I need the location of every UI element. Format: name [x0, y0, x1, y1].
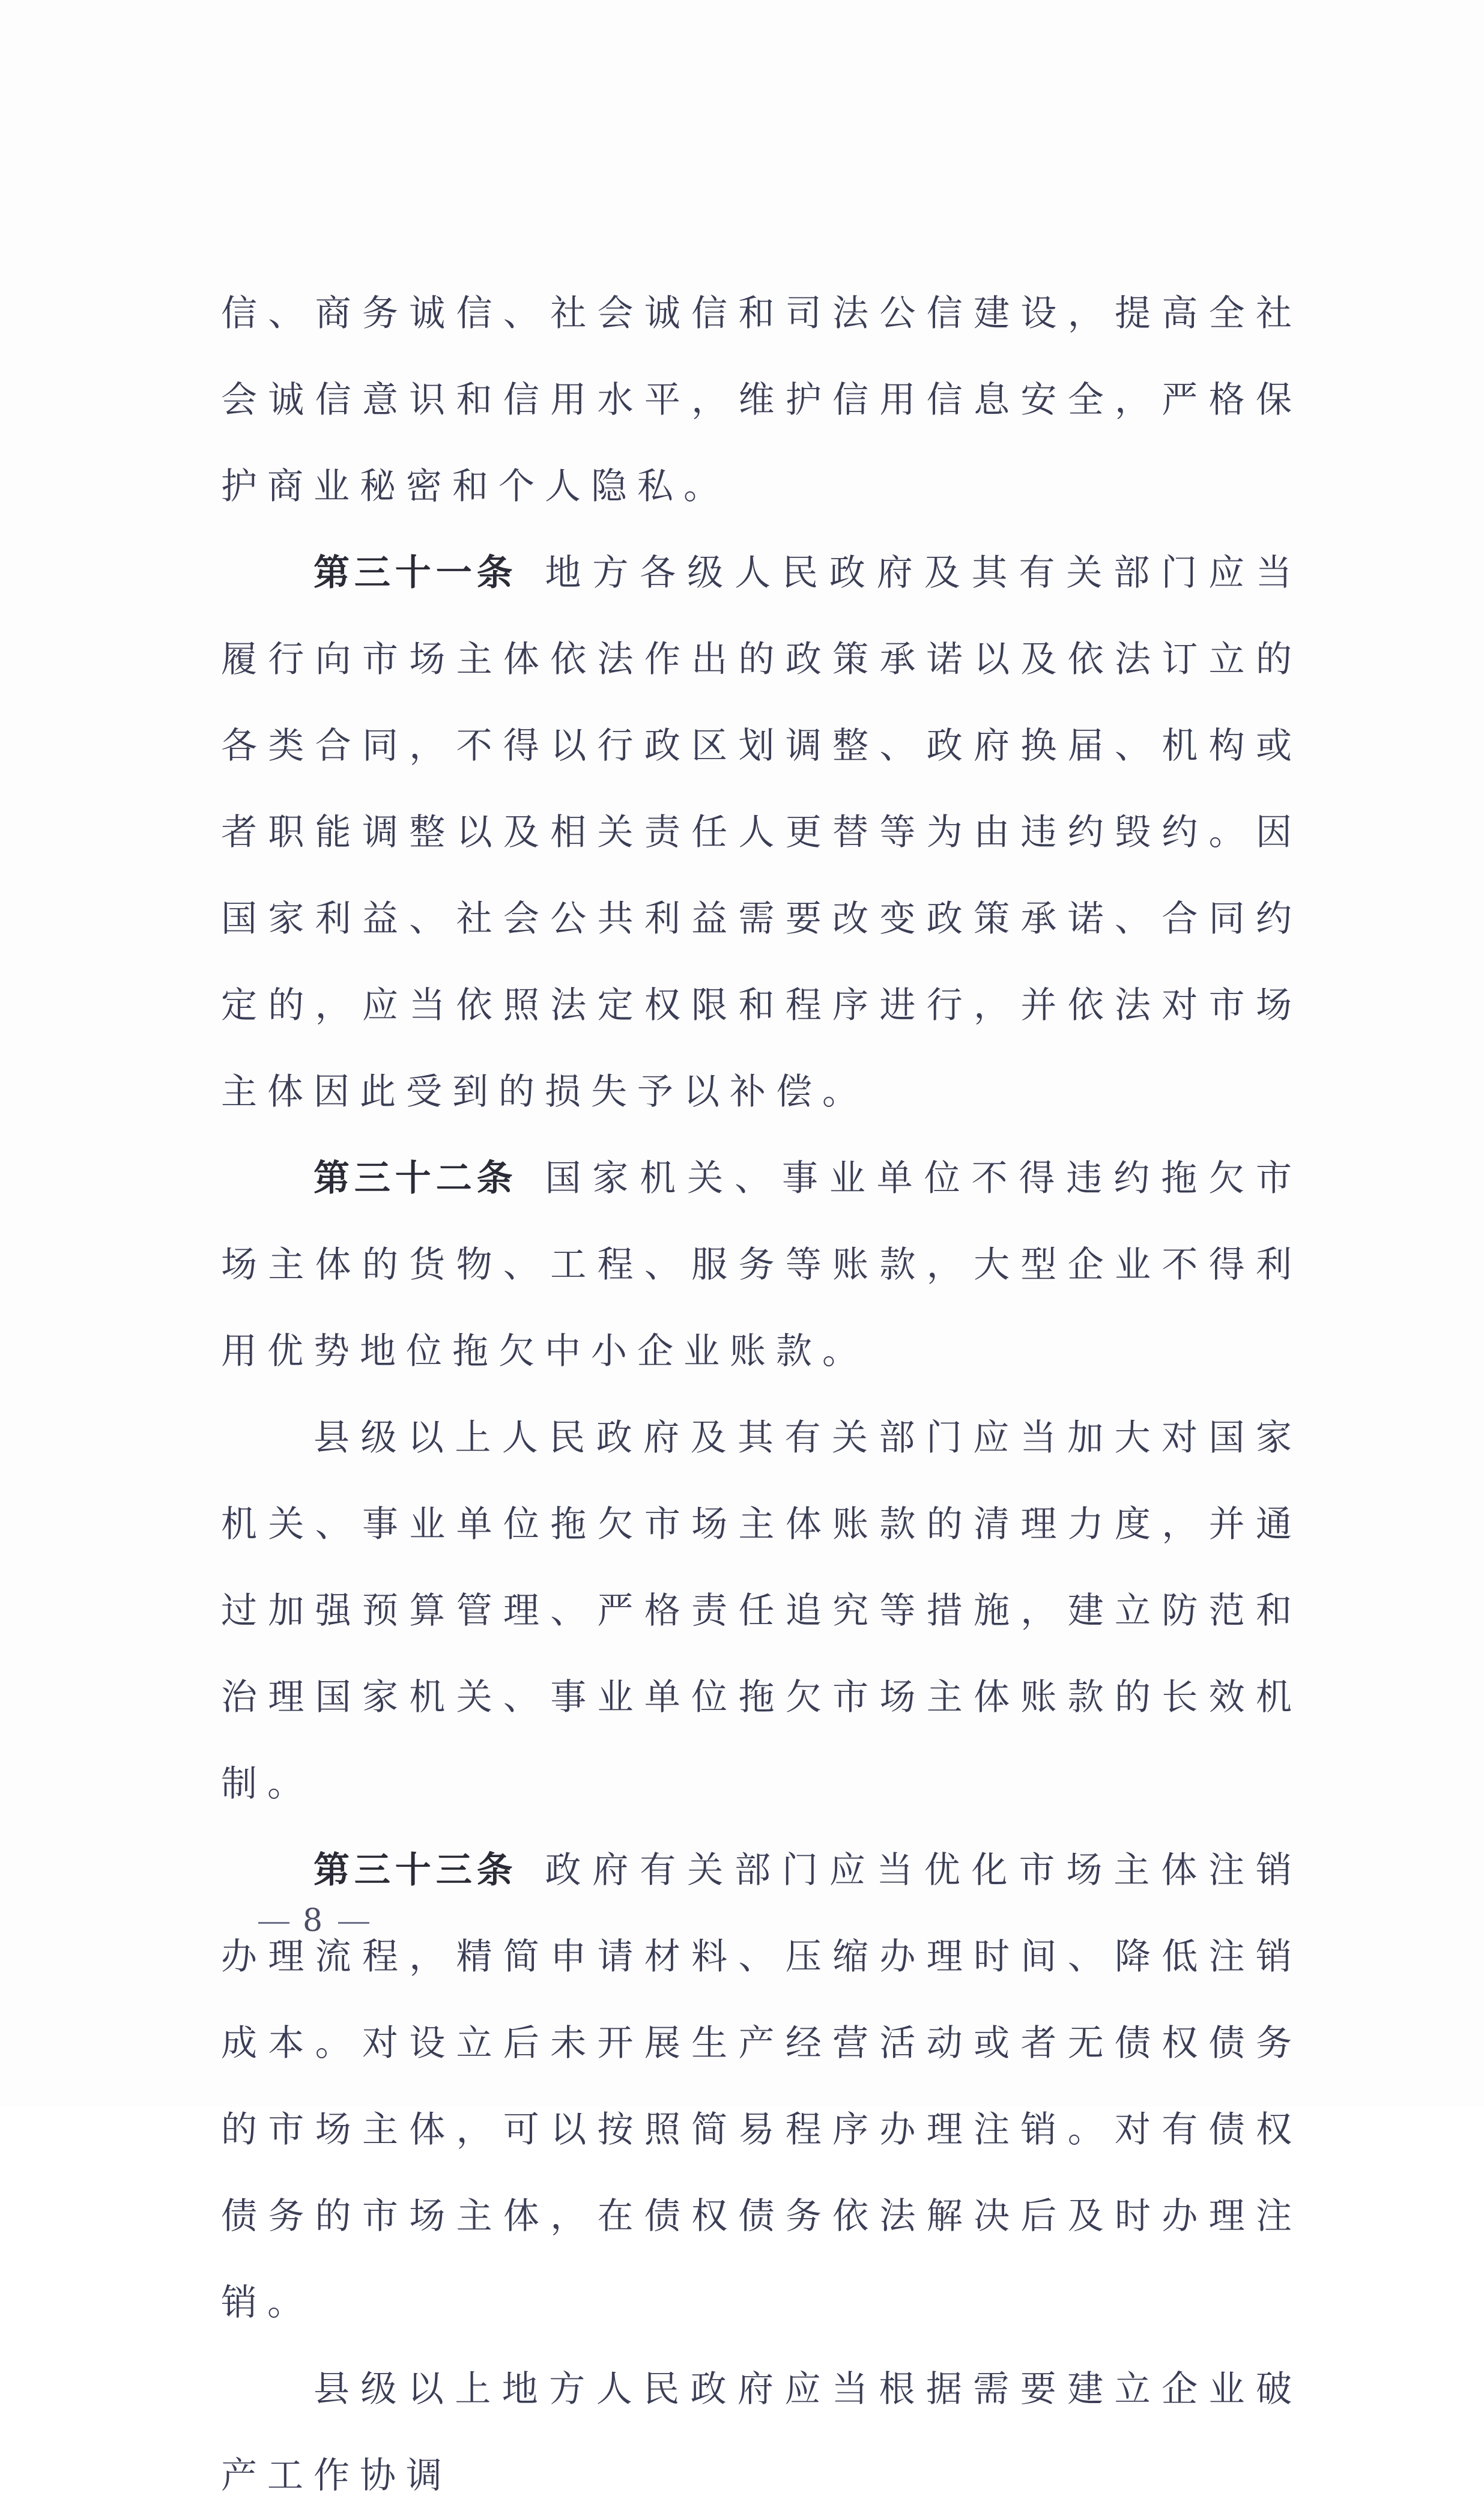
paragraph-article-32 [221, 1135, 1302, 1395]
page-number-dash-left [258, 1922, 289, 1924]
paragraph-continuation [221, 270, 1302, 530]
page-number-value: 8 [303, 1903, 326, 1939]
body-text [221, 270, 1302, 2519]
paragraph-text: 政府有关部门应当优化市场主体注销办理流程，精简申请材料、压缩办理时间、降低注销成本。对设立后未开展生产经营活动或者无债权债务的市场主体，可以按照简易程序办理注销。对有债权债务的市场主体，在债权债务依法解决后及时办理注销。 [221, 1849, 1302, 2324]
paragraph-text: 信、商务诚信、社会诚信和司法公信建设，提高全社会诚信意识和信用水平，维护信用信息安全，严格保护商业秘密和个人隐私。 [221, 293, 1302, 508]
paragraph-text: 县级以上地方人民政府应当根据需要建立企业破产工作协调 [221, 2368, 1302, 2497]
paragraph-article-32-clause-2 [221, 1395, 1302, 1827]
paragraph-text: 地方各级人民政府及其有关部门应当履行向市场主体依法作出的政策承诺以及依法订立的各类合同，不得以行政区划调整、政府换届、机构或者职能调整以及相关责任人更替等为由违约毁约。因国家利益、社会公共利益需要改变政策承诺、合同约定的，应当依照法定权限和程序进行，并依法对市场主体因此受到的损失予以补偿。 [221, 552, 1302, 1113]
paragraph-text: 国家机关、事业单位不得违约拖欠市场主体的货物、工程、服务等账款，大型企业不得利用优势地位拖欠中小企业账款。 [221, 1157, 1302, 1372]
paragraph-article-33-clause-2 [221, 2346, 1302, 2519]
article-title: 第三十三条 [313, 1849, 518, 1891]
page-number [245, 1903, 383, 1939]
paragraph-text: 县级以上人民政府及其有关部门应当加大对国家机关、事业单位拖欠市场主体账款的清理力度，并通过加强预算管理、严格责任追究等措施，建立防范和治理国家机关、事业单位拖欠市场主体账款的长效机制。 [221, 1417, 1302, 1805]
paragraph-article-33 [221, 1827, 1302, 2346]
article-title: 第三十二条 [313, 1157, 518, 1199]
paragraph-article-31 [221, 530, 1302, 1135]
page-number-dash-right [338, 1922, 369, 1924]
article-title: 第三十一条 [313, 552, 518, 594]
